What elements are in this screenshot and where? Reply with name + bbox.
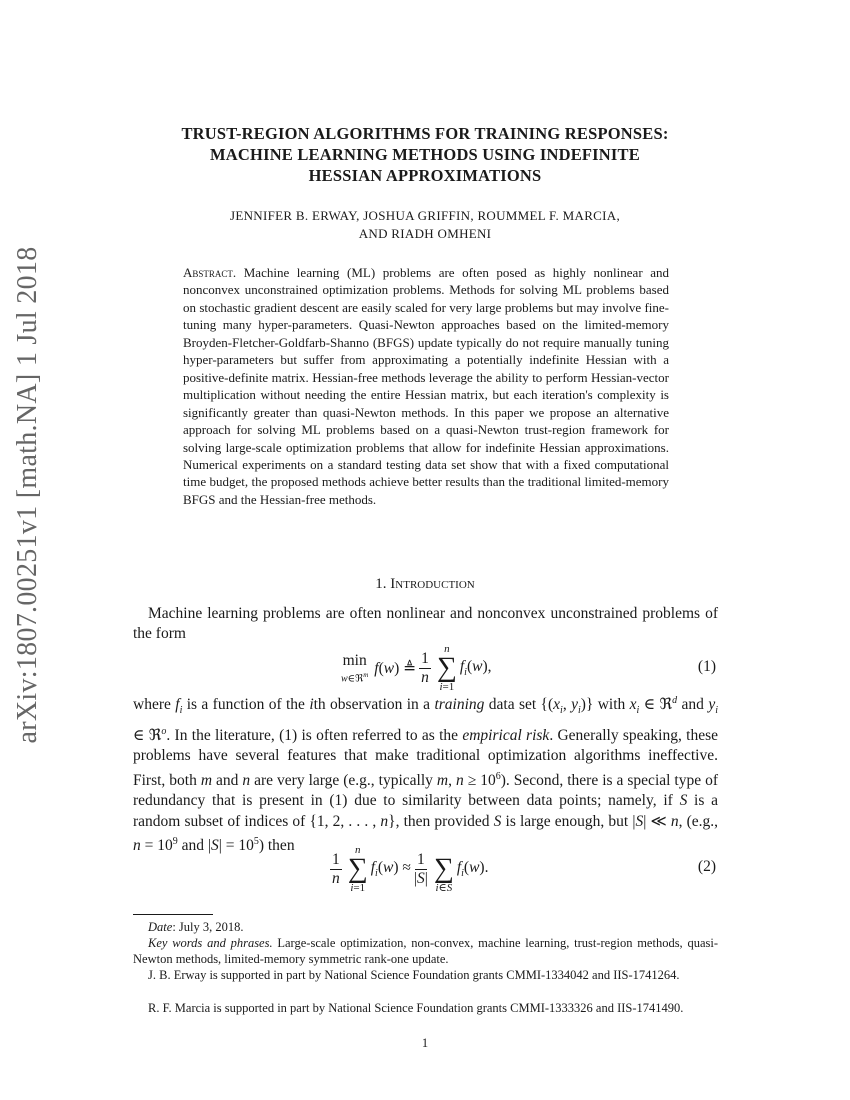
equation-2-body: $\frac{1}{n}$ n ∑ i=1 $f_i(w)$ ≈ $\frac{1}{|S|}$ ∑ i∈S $f_i(w)$. [332, 844, 489, 894]
page-number: 1 [421, 1036, 429, 1050]
title-line: TRUST-REGION ALGORITHMS FOR TRAINING RESPONSES: [181, 124, 669, 143]
title-line: HESSIAN APPROXIMATIONS [308, 166, 542, 185]
equation-2 [133, 840, 718, 898]
footnote-marcia-funding: R. F. Marcia is supported in part by National Science Foundation grants CMMI-1333326 and IIS-1741490. [148, 1001, 684, 1015]
footnote-keywords: Key words and phrases. Large-scale optimization, non-convex, machine learning, trust-region methods, quasi-Newton methods, limited-memory symmetric rank-one update. [133, 936, 718, 967]
author-line: JENNIFER B. ERWAY, JOSHUA GRIFFIN, ROUMMEL F. MARCIA, [230, 208, 620, 223]
title-line: MACHINE LEARNING METHODS USING INDEFINITE [210, 145, 640, 164]
section-title: Introduction [390, 576, 475, 592]
footnote-date: Date: July 3, 2018. [148, 920, 244, 934]
equation-2-number: (2) [697, 858, 716, 875]
equation-1-body: min w∈ℜ$^m$ f(w) ≜ $\frac{1}{n}$ n ∑ i=1 $f_i(w)$, [341, 643, 492, 693]
author-list [130, 207, 720, 243]
footnote-erway-funding: J. B. Erway is supported in part by National Science Foundation grants CMMI-1334042 and IIS-1741264. [148, 968, 680, 982]
section-heading [130, 576, 720, 593]
equation-1-number: (1) [697, 658, 716, 675]
abstract-text: Machine learning (ML) problems are often posed as highly nonlinear and nonconvex unconstrained optimization problems. Methods for solving ML problems based on stochastic gradient descent are easily scaled for very large problems but may involve fine-tuning many hyper-parameters. Quasi-Newton approaches based on the limited-memory Broyden-Fletcher-Goldfarb-Shanno (BFGS) update typically do not require manually tuning hyper-parameters but suffer from approximating a potentially indefinite Hessian with a positive-definite matrix. Hessian-free methods leverage the ability to perform Hessian-vector multiplication without needing the entire Hessian matrix, but each iteration's complexity is significantly greater than quasi-Newton methods. In this paper we propose an alternative approach for solving ML problems based on a quasi-Newton trust-region framework for solving large-scale optimization problems that allow for indefinite Hessian approximations. Numerical experiments on a standard testing data set show that with a fixed computational time budget, the proposed methods achieve better results than the traditional limited-memory BFGS and the Hessian-free methods. [183, 265, 669, 507]
section-number: 1. [375, 576, 387, 592]
equation-1 [133, 640, 718, 696]
abstract [183, 264, 669, 508]
arxiv-stamp: arXiv:1807.00251v1 [math.NA] 1 Jul 2018 [12, 246, 43, 744]
author-line: AND RIADH OMHENI [358, 226, 492, 241]
intro-paragraph-2: where $f_i$ is a function of the ith observation in a training data set {($x_i$, $y_i$)} with $x_i$ ∈ ℜ$^d$ and $y_i$ ∈ ℜ$^o$. In the literature, (1) is often referred to as the empirical risk. Generally speaking, these problems have several features that make traditional optimization algorithms ineffective. First, both m and n are very large (e.g., typically m, $n \ge 10^6$). Second, there is a special type of redundancy that is present in (1) due to similarity between data points; namely, if S is a random subset of indices of {1, 2, . . . , n}, then provided S is large enough, but |S| ≪ n, (e.g., $n = 10^9$ and $|S| = 10^5$) then [133, 695, 719, 855]
footnote-rule [133, 914, 213, 915]
intro-paragraph-1: Machine learning problems are often nonlinear and nonconvex unconstrained problems of the form [133, 605, 718, 643]
paper-title [130, 123, 720, 186]
abstract-label: Abstract. [183, 265, 237, 280]
